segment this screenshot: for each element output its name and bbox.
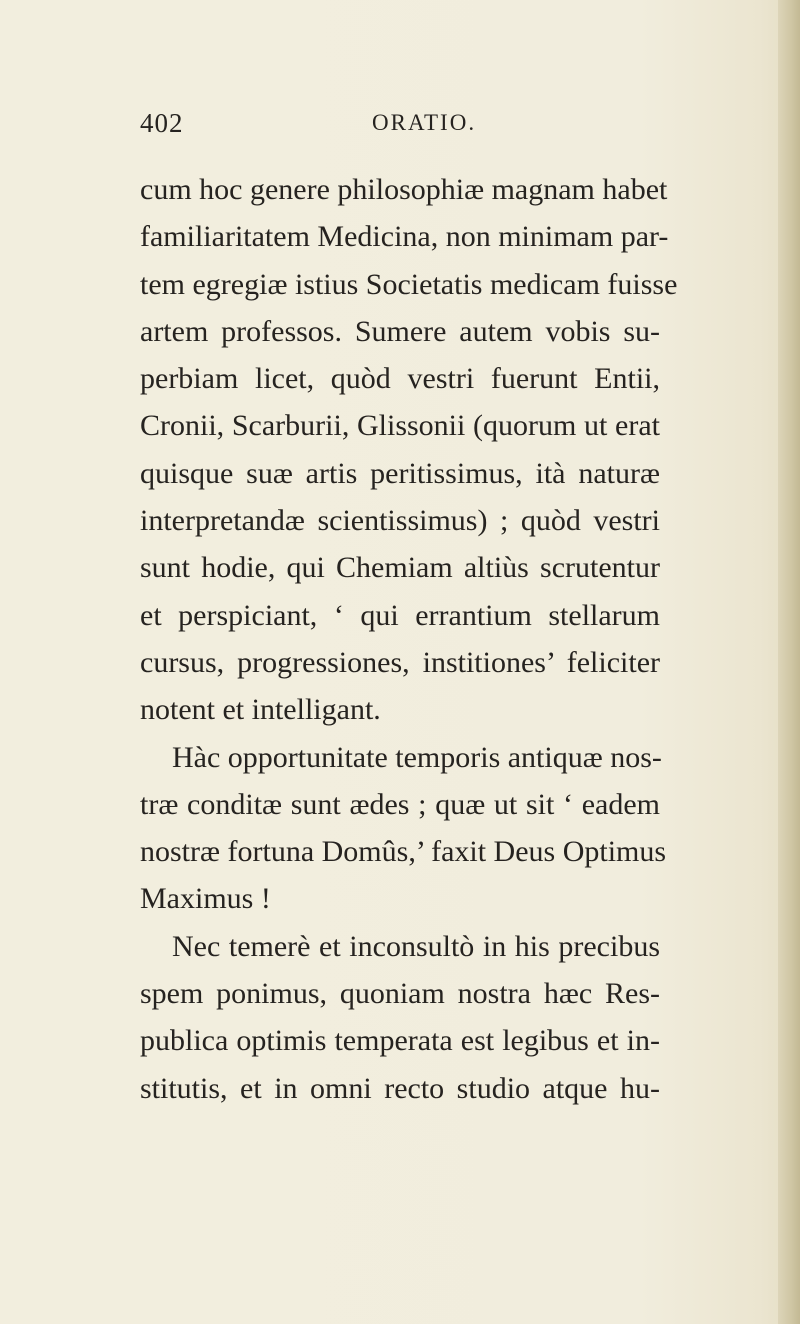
text-block <box>140 166 678 1112</box>
text-line: familiaritatem Medicina, non minimam par- <box>140 220 669 254</box>
text-line: perbiam licet, quòd vestri fuerunt Entii, <box>140 362 660 396</box>
text-line: tem egregiæ istius Societatis medicam fuisse <box>140 267 678 301</box>
text-line: stitutis, et in omni recto studio atque hu- <box>140 1071 660 1105</box>
text-line: spem ponimus, quoniam nostra hæc Res- <box>140 977 660 1011</box>
text-line: cum hoc genere philosophiæ magnam habet <box>140 173 668 206</box>
text-line: interpretandæ scientissimus) ; quòd vestri <box>140 504 660 538</box>
text-line: nostræ fortuna Domûs,’ faxit Deus Optimus <box>140 835 667 869</box>
text-line: publica optimis temperata est legibus et in- <box>140 1024 660 1058</box>
text-line: træ conditæ sunt ædes ; quæ ut sit ‘ eadem <box>140 787 660 821</box>
text-line: notent et intelligant. <box>140 693 381 727</box>
page-edge <box>778 0 800 1324</box>
paragraph-start-line: Nec temerè et inconsultò in his precibus <box>172 929 660 963</box>
text-line: et perspiciant, ‘ qui errantium stellarum <box>140 598 660 632</box>
text-line: Cronii, Scarburii, Glissonii (quorum ut erat <box>140 409 660 443</box>
text-line: quisque suæ artis peritissimus, ità naturæ <box>140 456 660 490</box>
running-head <box>140 108 660 148</box>
text-line: Maximus ! <box>140 882 271 916</box>
text-line: artem professos. Sumere autem vobis su- <box>140 314 660 348</box>
page-number: 402 <box>140 108 184 138</box>
text-line: cursus, progressiones, institiones’ feliciter <box>140 645 660 679</box>
text-line: sunt hodie, qui Chemiam altiùs scrutentur <box>140 551 660 585</box>
running-title: ORATIO. <box>372 110 477 135</box>
paragraph-start-line: Hàc opportunitate temporis antiquæ nos- <box>172 740 662 774</box>
